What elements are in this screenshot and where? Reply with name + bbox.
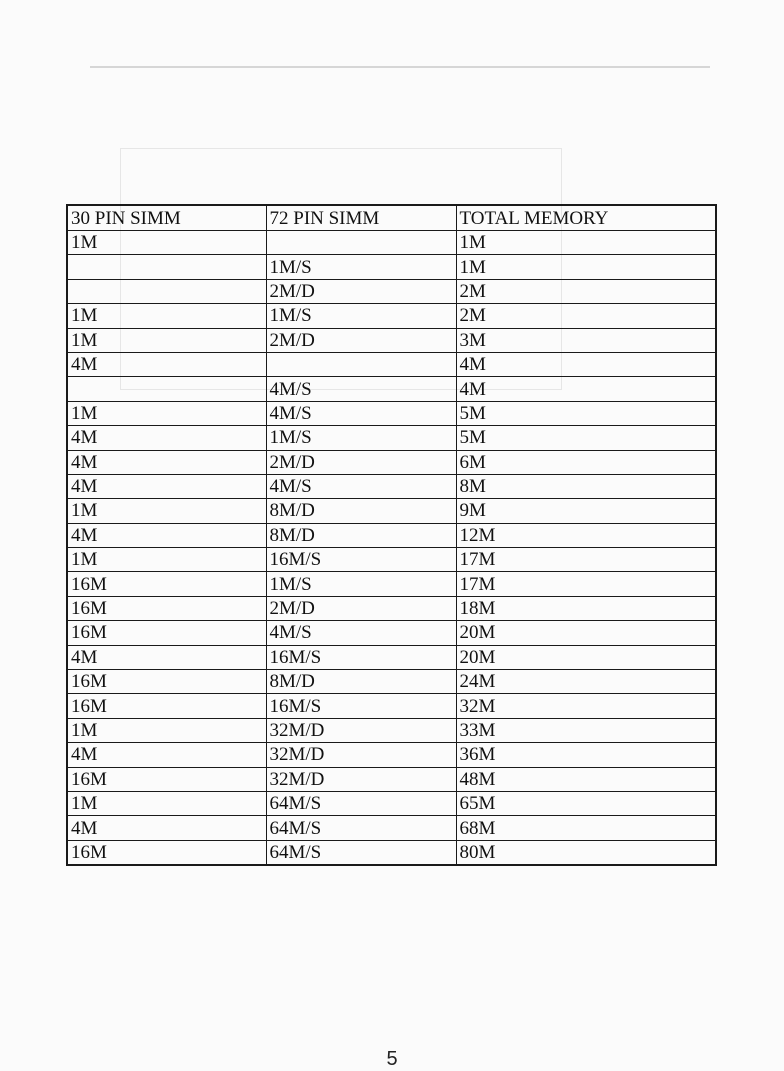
- header-30-pin-simm: 30 PIN SIMM: [67, 205, 266, 231]
- cell-total-memory: 1M: [456, 255, 716, 279]
- cell-total-memory: 68M: [456, 816, 716, 840]
- cell-72-pin-simm: 4M/S: [266, 401, 456, 425]
- cell-72-pin-simm: 8M/D: [266, 523, 456, 547]
- cell-72-pin-simm: 2M/D: [266, 279, 456, 303]
- cell-total-memory: 12M: [456, 523, 716, 547]
- table-row: [67, 304, 716, 328]
- cell-30-pin-simm: 4M: [67, 352, 266, 376]
- cell-total-memory: 32M: [456, 694, 716, 718]
- cell-30-pin-simm: 16M: [67, 621, 266, 645]
- cell-total-memory: 1M: [456, 231, 716, 255]
- table-row: [67, 328, 716, 352]
- table-row: [67, 523, 716, 547]
- cell-30-pin-simm: 1M: [67, 499, 266, 523]
- cell-72-pin-simm: [266, 231, 456, 255]
- cell-30-pin-simm: 16M: [67, 767, 266, 791]
- cell-30-pin-simm: 1M: [67, 328, 266, 352]
- table-row: [67, 596, 716, 620]
- cell-72-pin-simm: 32M/D: [266, 767, 456, 791]
- cell-72-pin-simm: 2M/D: [266, 596, 456, 620]
- cell-total-memory: 65M: [456, 791, 716, 815]
- cell-total-memory: 4M: [456, 352, 716, 376]
- cell-30-pin-simm: 4M: [67, 645, 266, 669]
- table-row: [67, 621, 716, 645]
- cell-total-memory: 4M: [456, 377, 716, 401]
- cell-72-pin-simm: 2M/D: [266, 450, 456, 474]
- table-row: [67, 743, 716, 767]
- cell-total-memory: 48M: [456, 767, 716, 791]
- table-row: [67, 791, 716, 815]
- cell-72-pin-simm: 1M/S: [266, 304, 456, 328]
- table-row: [67, 401, 716, 425]
- cell-total-memory: 80M: [456, 840, 716, 865]
- cell-72-pin-simm: 2M/D: [266, 328, 456, 352]
- cell-30-pin-simm: [67, 255, 266, 279]
- cell-total-memory: 20M: [456, 645, 716, 669]
- cell-30-pin-simm: 16M: [67, 694, 266, 718]
- table-row: [67, 499, 716, 523]
- cell-total-memory: 18M: [456, 596, 716, 620]
- memory-configuration-table: [66, 204, 717, 866]
- cell-total-memory: 3M: [456, 328, 716, 352]
- bleed-through-rule: [90, 66, 710, 68]
- cell-total-memory: 8M: [456, 474, 716, 498]
- cell-total-memory: 6M: [456, 450, 716, 474]
- cell-72-pin-simm: 4M/S: [266, 621, 456, 645]
- table-row: [67, 255, 716, 279]
- table-row: [67, 548, 716, 572]
- cell-30-pin-simm: 4M: [67, 474, 266, 498]
- cell-72-pin-simm: 16M/S: [266, 694, 456, 718]
- table-row: [67, 670, 716, 694]
- table-row: [67, 426, 716, 450]
- cell-72-pin-simm: 1M/S: [266, 572, 456, 596]
- cell-30-pin-simm: 4M: [67, 523, 266, 547]
- table-row: [67, 645, 716, 669]
- cell-72-pin-simm: 16M/S: [266, 645, 456, 669]
- cell-total-memory: 17M: [456, 572, 716, 596]
- cell-30-pin-simm: 1M: [67, 231, 266, 255]
- cell-30-pin-simm: 16M: [67, 840, 266, 865]
- cell-30-pin-simm: 1M: [67, 718, 266, 742]
- cell-72-pin-simm: 1M/S: [266, 426, 456, 450]
- cell-total-memory: 5M: [456, 401, 716, 425]
- cell-72-pin-simm: 32M/D: [266, 718, 456, 742]
- cell-30-pin-simm: 1M: [67, 304, 266, 328]
- cell-72-pin-simm: 4M/S: [266, 377, 456, 401]
- table-row: [67, 450, 716, 474]
- cell-total-memory: 20M: [456, 621, 716, 645]
- cell-30-pin-simm: 4M: [67, 426, 266, 450]
- cell-total-memory: 33M: [456, 718, 716, 742]
- cell-72-pin-simm: 64M/S: [266, 816, 456, 840]
- table-row: [67, 231, 716, 255]
- cell-30-pin-simm: 4M: [67, 816, 266, 840]
- table-row: [67, 840, 716, 865]
- table-row: [67, 816, 716, 840]
- table-row: [67, 718, 716, 742]
- table-body: [67, 231, 716, 866]
- cell-total-memory: 2M: [456, 304, 716, 328]
- cell-72-pin-simm: 1M/S: [266, 255, 456, 279]
- table-row: [67, 767, 716, 791]
- cell-72-pin-simm: 8M/D: [266, 670, 456, 694]
- cell-72-pin-simm: 32M/D: [266, 743, 456, 767]
- cell-72-pin-simm: 8M/D: [266, 499, 456, 523]
- header-72-pin-simm: 72 PIN SIMM: [266, 205, 456, 231]
- cell-total-memory: 2M: [456, 279, 716, 303]
- cell-72-pin-simm: 64M/S: [266, 791, 456, 815]
- cell-total-memory: 24M: [456, 670, 716, 694]
- table-row: [67, 694, 716, 718]
- table-header-row: [67, 205, 716, 231]
- cell-30-pin-simm: 1M: [67, 401, 266, 425]
- table-row: [67, 279, 716, 303]
- header-total-memory: TOTAL MEMORY: [456, 205, 716, 231]
- cell-30-pin-simm: 4M: [67, 743, 266, 767]
- cell-30-pin-simm: [67, 377, 266, 401]
- cell-30-pin-simm: 1M: [67, 791, 266, 815]
- cell-30-pin-simm: 16M: [67, 572, 266, 596]
- cell-72-pin-simm: 64M/S: [266, 840, 456, 865]
- cell-72-pin-simm: 4M/S: [266, 474, 456, 498]
- cell-total-memory: 5M: [456, 426, 716, 450]
- table-row: [67, 474, 716, 498]
- cell-72-pin-simm: [266, 352, 456, 376]
- cell-30-pin-simm: 4M: [67, 450, 266, 474]
- cell-30-pin-simm: 1M: [67, 548, 266, 572]
- page-number: 5: [386, 1048, 398, 1070]
- cell-total-memory: 9M: [456, 499, 716, 523]
- cell-30-pin-simm: 16M: [67, 596, 266, 620]
- cell-30-pin-simm: 16M: [67, 670, 266, 694]
- cell-72-pin-simm: 16M/S: [266, 548, 456, 572]
- table-row: [67, 572, 716, 596]
- table-row: [67, 377, 716, 401]
- table-row: [67, 352, 716, 376]
- cell-30-pin-simm: [67, 279, 266, 303]
- cell-total-memory: 36M: [456, 743, 716, 767]
- cell-total-memory: 17M: [456, 548, 716, 572]
